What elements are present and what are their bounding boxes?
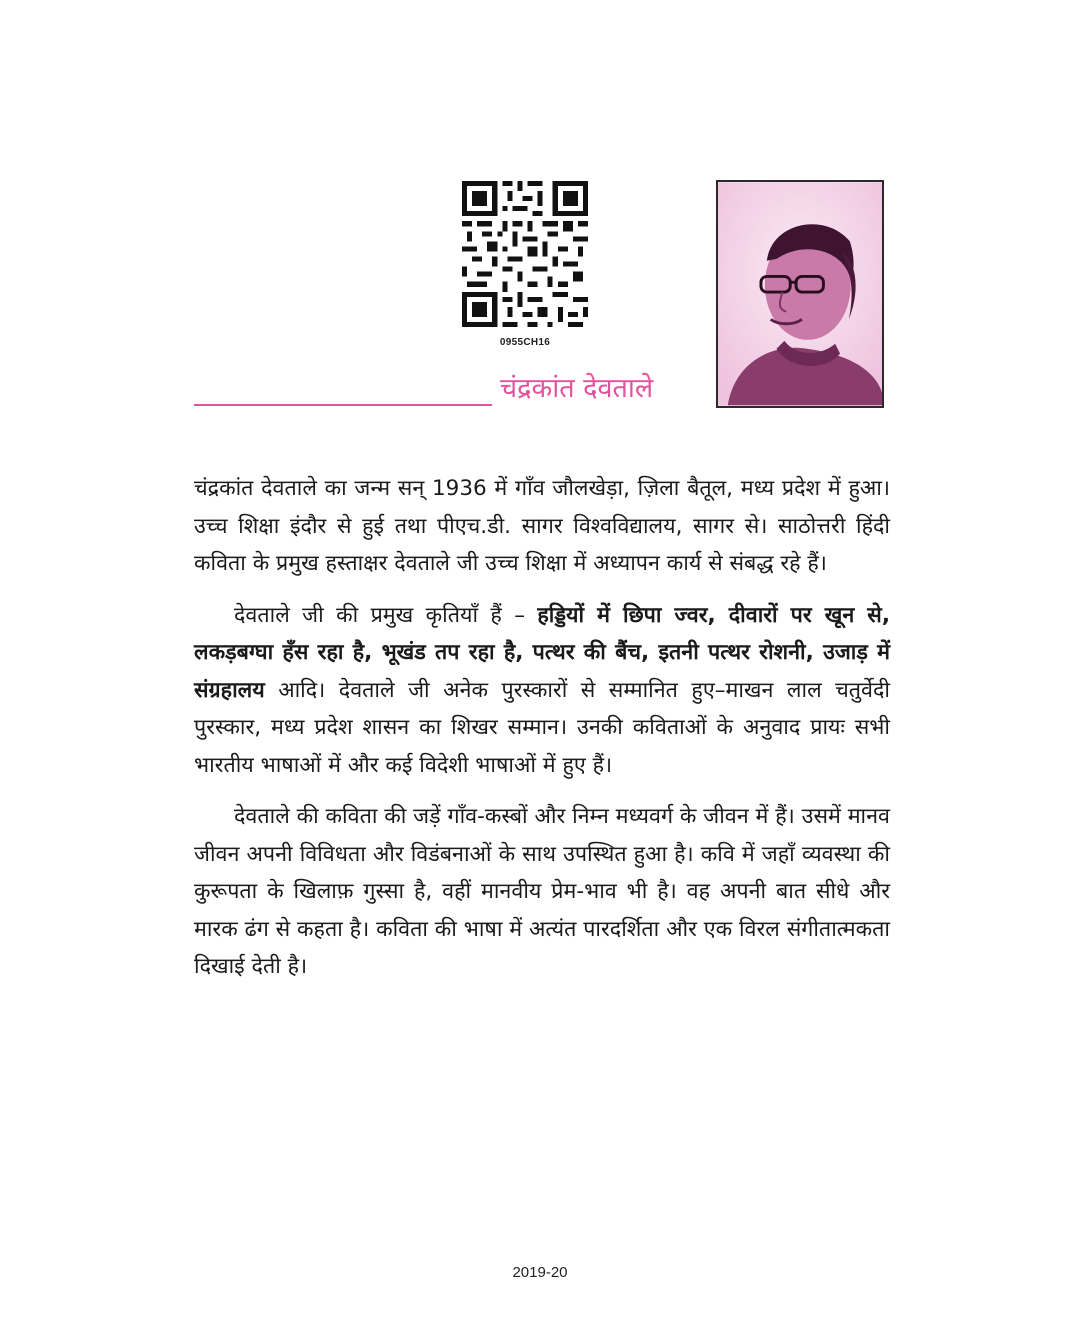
page-number: 2019-20 [512, 1264, 568, 1281]
works-intro: देवताले जी की प्रमुख कृतियाँ हैं – [234, 602, 538, 628]
awards-text: आदि। देवताले जी अनेक पुरस्कारों से सम्मानित हुए–माखन लाल चतुर्वेदी पुरस्कार, मध्य प्रदेश शासन का शिखर सम्मान। उनकी कविताओं के अनुवाद प्रायः सभी भारतीय भाषाओं में और कई विदेशी भाषाओं में हुए हैं। [194, 677, 890, 778]
biography-paragraph-3: देवताले की कविता की जड़ें गाँव-कस्बों और निम्न मध्यवर्ग के जीवन में हैं। उसमें मानव जीवन अपनी विविधता और विडंबनाओं के साथ उपस्थित हुआ है। कवि में जहाँ व्यवस्था की कुरूपता के खिलाफ़ गुस्सा है, वहीं मानवीय प्रेम-भाव भी है। वह अपनी बात सीधे और मारक ढंग से कहता है। कविता की भाषा में अत्यंत पारदर्शिता और एक विरल संगीतात्मकता दिखाई देती है। [194, 804, 890, 979]
page-title: चंद्रकांत देवताले [500, 373, 654, 404]
qr-code-icon[interactable] [462, 180, 588, 328]
qr-code-block [462, 180, 588, 348]
author-portrait [716, 180, 884, 408]
qr-code-label: 0955CH16 [499, 337, 551, 348]
title-divider [194, 404, 492, 406]
biography-paragraph-2 [194, 597, 890, 785]
author-portrait-illustration [718, 182, 882, 406]
works-list: हड्डियों में छिपा ज्वर, दीवारों पर खून से, लकड़बग्घा हँस रहा है, भूखंड तप रहा है, पत्थर की बैंच, इतनी पत्थर रोशनी, उजाड़ में संग्रहालय [194, 602, 890, 703]
author-biography [194, 470, 890, 1000]
biography-paragraph-1: चंद्रकांत देवताले का जन्म सन् 1936 में गाँव जौलखेड़ा, ज़िला बैतूल, मध्य प्रदेश में हुआ। उच्च शिक्षा इंदौर से हुई तथा पीएच.डी. सागर विश्वविद्यालय, सागर से। साठोत्तरी हिंदी कविता के प्रमुख हस्ताक्षर देवताले जी उच्च शिक्षा में अध्यापन कार्य से संबद्ध रहे हैं। [194, 476, 890, 576]
